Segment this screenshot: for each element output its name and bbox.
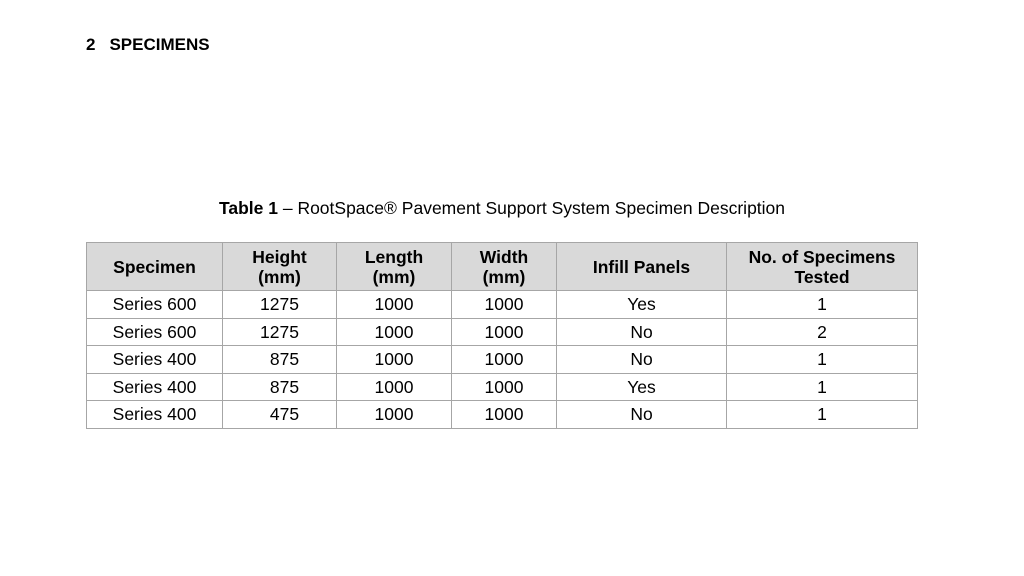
column-header [727,243,918,291]
table-cell: 1000 [337,291,452,319]
column-header-line: (mm) [482,266,526,287]
table-cell: 1000 [452,291,557,319]
table-cell: 1000 [452,373,557,401]
table-cell: 1000 [337,346,452,374]
column-header-line: Length [364,246,424,267]
table-cell: 875 [223,373,337,401]
table-cell: 1 [727,291,918,319]
table-cell: No [557,318,727,346]
column-header-line: (mm) [372,266,416,287]
column-header-line: Tested [794,266,850,287]
column-header [337,243,452,291]
table-cell: Yes [557,291,727,319]
column-header-line: Infill Panels [592,256,691,277]
caption-text: – RootSpace® Pavement Support System Specimen Description [277,198,786,218]
table-row [87,373,918,401]
caption-label: Table 1 [218,198,278,218]
section-number: 2 [86,35,96,54]
table-header-row [87,243,918,291]
table-cell: Series 400 [87,401,223,429]
table-cell: 1 [727,401,918,429]
table-cell: 1000 [452,318,557,346]
table-cell: No [557,346,727,374]
table-row [87,401,918,429]
column-header [87,243,223,291]
column-header [557,243,727,291]
section-title: SPECIMENS [109,35,210,54]
table-cell: 1000 [337,401,452,429]
column-header-line: (mm) [258,266,301,287]
table-row [87,291,918,319]
table-cell: Yes [557,373,727,401]
column-header [452,243,557,291]
table-cell: Series 600 [87,318,223,346]
table-row [87,346,918,374]
table-cell: 1275 [223,318,337,346]
table-cell: Series 400 [87,346,223,374]
table-row [87,318,918,346]
column-header-line: Height [252,246,307,267]
table-cell: 1000 [452,401,557,429]
table-cell: Series 600 [87,291,223,319]
column-header-line: No. of Specimens [748,246,896,267]
table-cell: 2 [727,318,918,346]
table-cell: 1000 [337,373,452,401]
table-caption [0,198,1004,219]
table-cell: 1275 [223,291,337,319]
table-cell: No [557,401,727,429]
specimen-table [86,242,918,429]
table-cell: Series 400 [87,373,223,401]
section-heading [86,35,224,55]
table-cell: 1000 [452,346,557,374]
column-header-line: Width [479,246,529,267]
column-header [223,243,337,291]
column-header-line: Specimen [113,256,196,277]
table-cell: 475 [223,401,337,429]
table-cell: 875 [223,346,337,374]
table-cell: 1 [727,373,918,401]
table-cell: 1000 [337,318,452,346]
table-cell: 1 [727,346,918,374]
